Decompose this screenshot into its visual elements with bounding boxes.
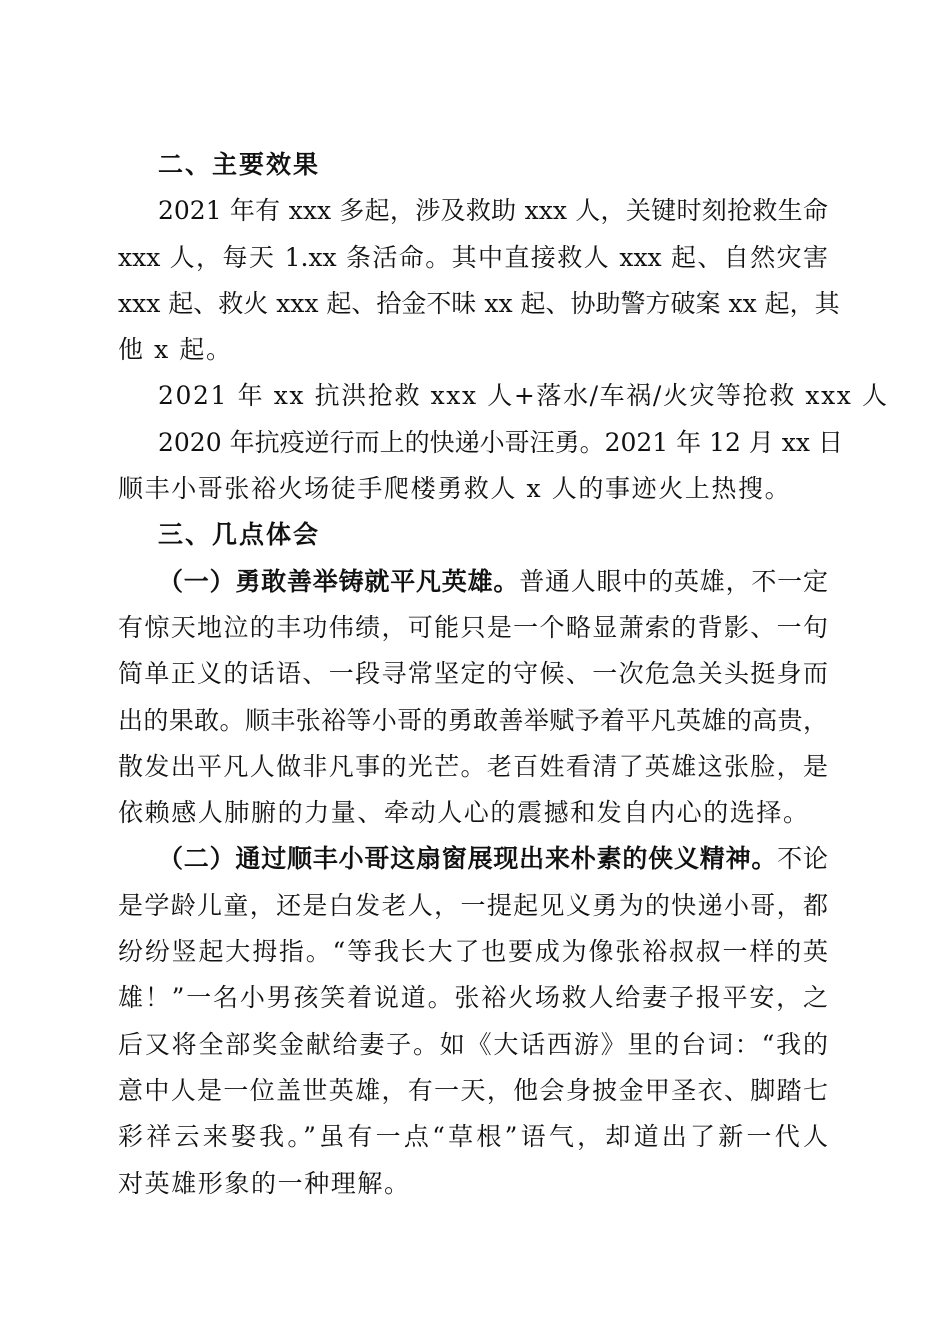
- section-heading-main-effects: 二、主要效果: [158, 150, 321, 179]
- paragraph-line: 依赖感人肺腑的力量、牵动人心的震撼和发自内心的选择。: [118, 798, 810, 828]
- paragraph-line: xxx 起、救火 xxx 起、拾金不昧 xx 起、协助警方破案 xx 起，其: [118, 288, 840, 318]
- paragraph-line: 纷纷竖起大拇指。“等我长大了也要成为像张裕叔叔一样的英: [118, 937, 828, 967]
- paragraph-line: 是学龄儿童，还是白发老人，一提起见义勇为的快递小哥，都: [118, 890, 828, 920]
- section-heading-reflections: 三、几点体会: [158, 520, 321, 550]
- paragraph-line: 2021 年有 xxx 多起，涉及救助 xxx 人，关键时刻抢救生命: [158, 196, 828, 226]
- paragraph-line: xxx 人，每天 1.xx 条活命。其中直接救人 xxx 起、自然灾害: [118, 242, 828, 272]
- paragraph-line: 后又将全部奖金献给妻子。如《大话西游》里的台词：“我的: [118, 1029, 828, 1059]
- paragraph-line: 顺丰小哥张裕火场徒手爬楼勇救人 x 人的事迹火上热搜。: [118, 474, 792, 504]
- paragraph-line: 有惊天地泣的丰功伟绩，可能只是一个略显萧索的背影、一句: [118, 612, 828, 642]
- document-page: [118, 142, 889, 1207]
- paragraph-line: [118, 559, 828, 605]
- paragraph-line: 出的果敢。顺丰张裕等小哥的勇敢善举赋予着平凡英雄的高贵，: [118, 705, 828, 735]
- paragraph-line: 2020 年抗疫逆行而上的快递小哥汪勇。2021 年 12 月 xx 日: [158, 427, 843, 457]
- paragraph-text: 普通人眼中的英雄，不一定: [519, 566, 828, 596]
- paragraph-text: 不论: [777, 844, 828, 874]
- paragraph-line: 彩祥云来娶我。”虽有一点“草根”语气，却道出了新一代人: [118, 1122, 828, 1152]
- paragraph-line: 雄！”一名小男孩笑着说道。张裕火场救人给妻子报平安，之: [118, 983, 828, 1013]
- subheading-chivalry-spirit: （二）通过顺丰小哥这扇窗展现出来朴素的侠义精神。: [158, 844, 778, 874]
- paragraph-line: 对英雄形象的一种理解。: [118, 1168, 411, 1198]
- paragraph-line: 散发出平凡人做非凡事的光芒。老百姓看清了英雄这张脸，是: [118, 751, 828, 781]
- subheading-brave-deeds: （一）勇敢善举铸就平凡英雄。: [158, 566, 520, 596]
- paragraph-line: 简单正义的话语、一段寻常坚定的守候、一次危急关头挺身而: [118, 659, 828, 689]
- paragraph-line: 2021 年 xx 抗洪抢救 xxx 人+落水/车祸/火灾等抢救 xxx 人: [158, 381, 889, 411]
- paragraph-line: 他 x 起。: [118, 335, 233, 365]
- paragraph-line: [118, 836, 828, 882]
- paragraph-line: 意中人是一位盖世英雄，有一天，他会身披金甲圣衣、脚踏七: [118, 1075, 828, 1105]
